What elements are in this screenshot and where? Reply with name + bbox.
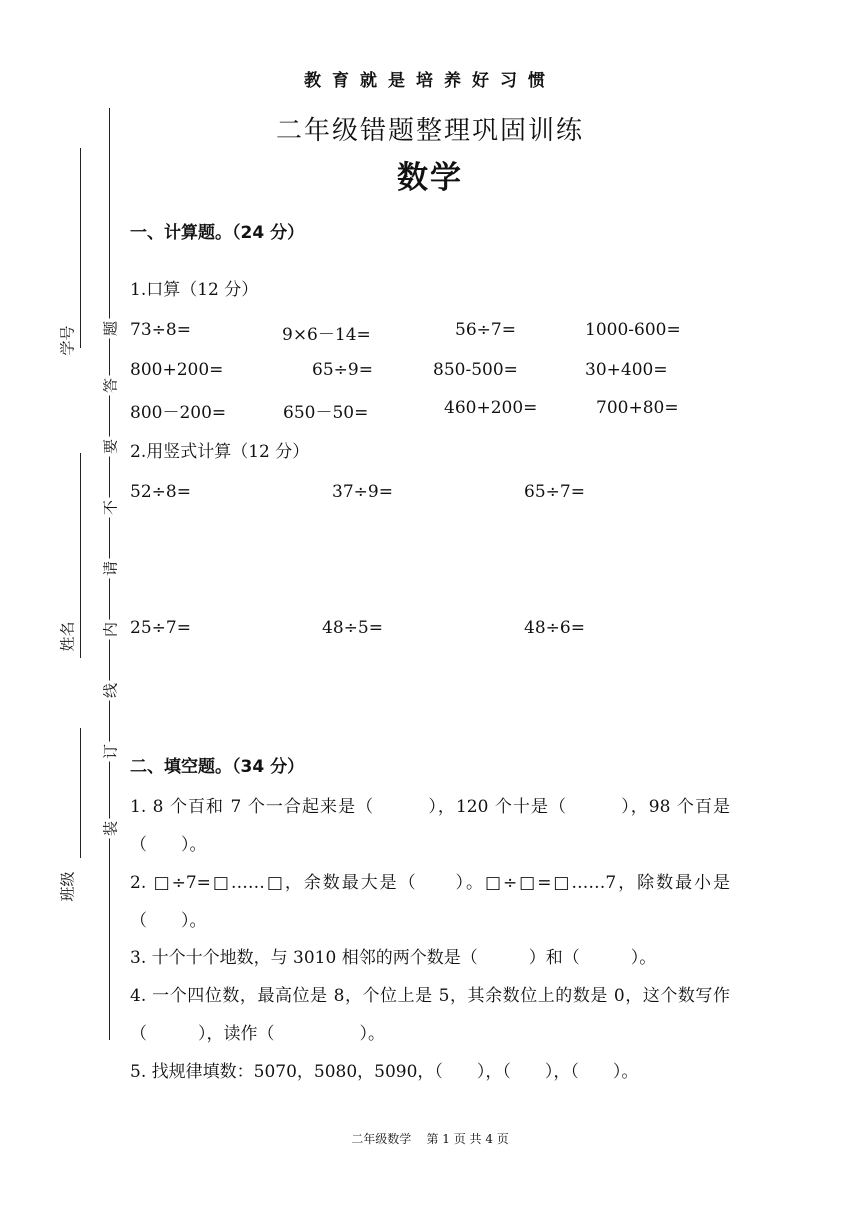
fill-question: 1. 8 个百和 7 个一合起来是（ ），120 个十是（ ），98 个百是（ ）。 [130,797,730,855]
fill-question: 5. 找规律填数：5070，5080，5090，（ ），（ ），（ ）。 [130,1062,639,1082]
motto: 教育就是培养好习惯 [304,71,556,91]
seal-char: 线 [100,681,121,701]
problem: 25÷7= [130,618,191,638]
problem: 73÷8= [130,320,191,340]
problem: 48÷5= [322,618,383,638]
section-heading: 一、计算题。（24 分） [130,223,305,243]
subsection-heading: 1.口算（12 分） [130,280,259,300]
problem: 52÷8= [130,482,191,502]
name-underline [80,453,81,658]
seal-char: 内 [100,620,121,640]
problem: 37÷9= [332,482,393,502]
subject-title: 数学 [397,160,463,196]
subsection-heading: 2.用竖式计算（12 分） [130,442,310,462]
name-label: 姓名 [58,621,77,652]
problem: 850-500= [433,360,518,380]
page-footer: 二年级数学 第 1 页 共 4 页 [351,1132,509,1146]
seal-char: 订 [100,742,121,762]
fill-question: 2. □÷7=□……□，余数最大是（ ）。□÷□=□……7，除数最小是（ ）。 [130,873,730,931]
problem: 65÷7= [524,482,585,502]
seal-char: 题 [100,319,121,339]
seal-char: 装 [100,819,121,839]
problem: 65÷9= [312,360,373,380]
seal-char: 答 [100,376,121,396]
seal-char: 请 [100,559,121,579]
problem: 800－200= [130,403,227,423]
page-title: 二年级错题整理巩固训练 [275,116,584,146]
problem: 56÷7= [455,320,516,340]
problem: 460+200= [444,398,538,418]
student-id-label: 学号 [58,325,77,356]
section-heading: 二、填空题。（34 分） [130,757,305,777]
fill-question: 4. 一个四位数，最高位是 8，个位上是 5，其余数位上的数是 0，这个数写作（ ），读作（ ）。 [130,986,730,1044]
problem: 30+400= [585,360,668,380]
problem: 700+80= [596,398,679,418]
problem: 800+200= [130,360,224,380]
problem: 9×6－14= [282,325,371,345]
class-label: 班级 [58,871,77,902]
problem: 1000-600= [585,320,681,340]
seal-char: 要 [100,437,121,457]
class-underline [80,728,81,858]
seal-char: 不 [100,498,121,518]
problem: 48÷6= [524,618,585,638]
problem: 650－50= [283,403,369,423]
fill-question: 3. 十个十个地数，与 3010 相邻的两个数是（ ）和（ ）。 [130,948,657,968]
